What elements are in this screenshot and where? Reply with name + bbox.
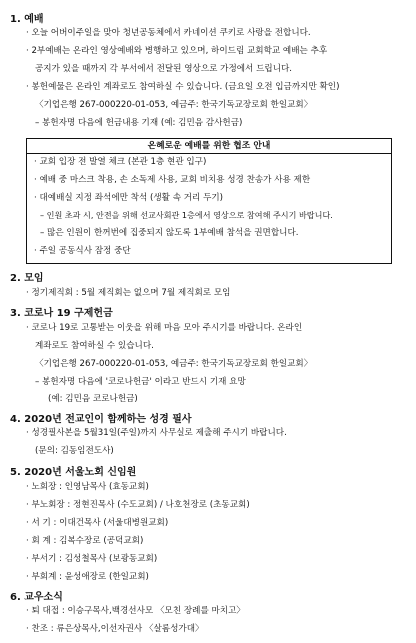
officer-line: · 부노회장 : 정현진목사 (수도교회) / 나호천장로 (초동교회)	[26, 500, 250, 510]
relief-line: (예: 김민음 코로나헌금)	[48, 394, 138, 404]
notice-line: – 많은 인원이 한꺼번에 집중되지 않도록 1부예배 참석을 권면합니다.	[40, 228, 299, 238]
relief-line: 〈기업은행 267-000220-01-053, 예금주: 한국기독교장로회 한일교회〉	[35, 359, 313, 369]
officer-line: · 부회계 : 윤성애장로 (한일교회)	[26, 572, 149, 582]
section-title-bible-copying: 4. 2020년 전교인이 함께하는 성경 필사	[10, 414, 192, 425]
relief-line: 계좌로도 참여하실 수 있습니다.	[35, 341, 154, 351]
officer-line: · 부서기 : 김성철목사 (보광동교회)	[26, 554, 158, 564]
worship-line: · 오늘 어버이주일을 맞아 청년공동체에서 카네이션 쿠키로 사랑을 전합니다.	[26, 28, 311, 38]
notice-title: 온혜로운 예배를 위한 협조 안내	[27, 139, 391, 154]
officer-line: · 노회장 : 인영남목사 (효동교회)	[26, 482, 149, 492]
notice-line: · 주일 공동식사 잠정 중단	[34, 246, 131, 256]
bible-copying-line: · 성경필사본을 5월31일(주일)까지 사무실로 제출해 주시기 바랍니다.	[26, 428, 287, 438]
section-title-meeting: 2. 모임	[10, 273, 44, 284]
worship-line: · 2부예배는 온라인 영상예배와 병행하고 있으며, 하이드림 교회학교 예배는 추후	[26, 46, 328, 56]
worship-line: 〈기업은행 267-000220-01-053, 예금주: 한국기독교장로회 한일교회〉	[35, 100, 313, 110]
worship-line: 공지가 있을 때까지 각 부서에서 전달된 영상으로 가정에서 드립니다.	[35, 64, 293, 74]
meeting-line: · 정기제직회 : 5월 제직회는 없으며 7월 제직회로 모임	[26, 288, 231, 298]
member-news-line: · 찬조 : 류은상목사,이선자권사 〈살롬성가대〉	[26, 624, 204, 634]
worship-line: · 봉헌예물은 온라인 계좌로도 참여하실 수 있습니다. (금요일 오전 입금까지만 확인)	[26, 82, 340, 92]
relief-line: · 코로나 19로 고통받는 이웃을 위해 마음 모아 주시기를 바랍니다. 온라인	[26, 323, 303, 333]
worship-line: – 봉헌자명 다음에 헌금내용 기재 (예: 김민음 감사헌금)	[35, 118, 243, 128]
section-title-member-news: 6. 교우소식	[10, 592, 63, 603]
notice-line: · 대예배실 지정 좌석에만 착석 (생활 속 거리 두기)	[34, 193, 224, 203]
section-title-worship: 1. 예배	[10, 14, 44, 25]
officer-line: · 회 계 : 김복수장로 (공덕교회)	[26, 536, 144, 546]
notice-line: · 예배 중 마스크 착용, 손 소독제 사용, 교회 비치용 성경 찬송가 사용 제한	[34, 175, 311, 185]
member-news-line: · 퇴 대접 : 이승구목사,백경선사모 〈모친 장례를 마치고〉	[26, 606, 246, 616]
section-title-covid-relief: 3. 코로나 19 구제헌금	[10, 308, 113, 319]
notice-line: · 교회 입장 전 발열 체크 (본관 1층 현관 입구)	[34, 157, 207, 167]
bible-copying-line: (문의: 김동임전도사)	[35, 446, 114, 456]
relief-line: – 봉헌자명 다음에 '코로나헌금' 이라고 반드시 기재 요망	[35, 377, 246, 387]
officer-line: · 서 기 : 이대건목사 (서울대병원교회)	[26, 518, 169, 528]
section-title-presbytery: 5. 2020년 서울노회 신임원	[10, 467, 137, 478]
notice-line: – 인원 초과 시, 안전을 위해 선교사회관 1층에서 영상으로 참여해 주시기 바랍니다.	[40, 210, 333, 220]
